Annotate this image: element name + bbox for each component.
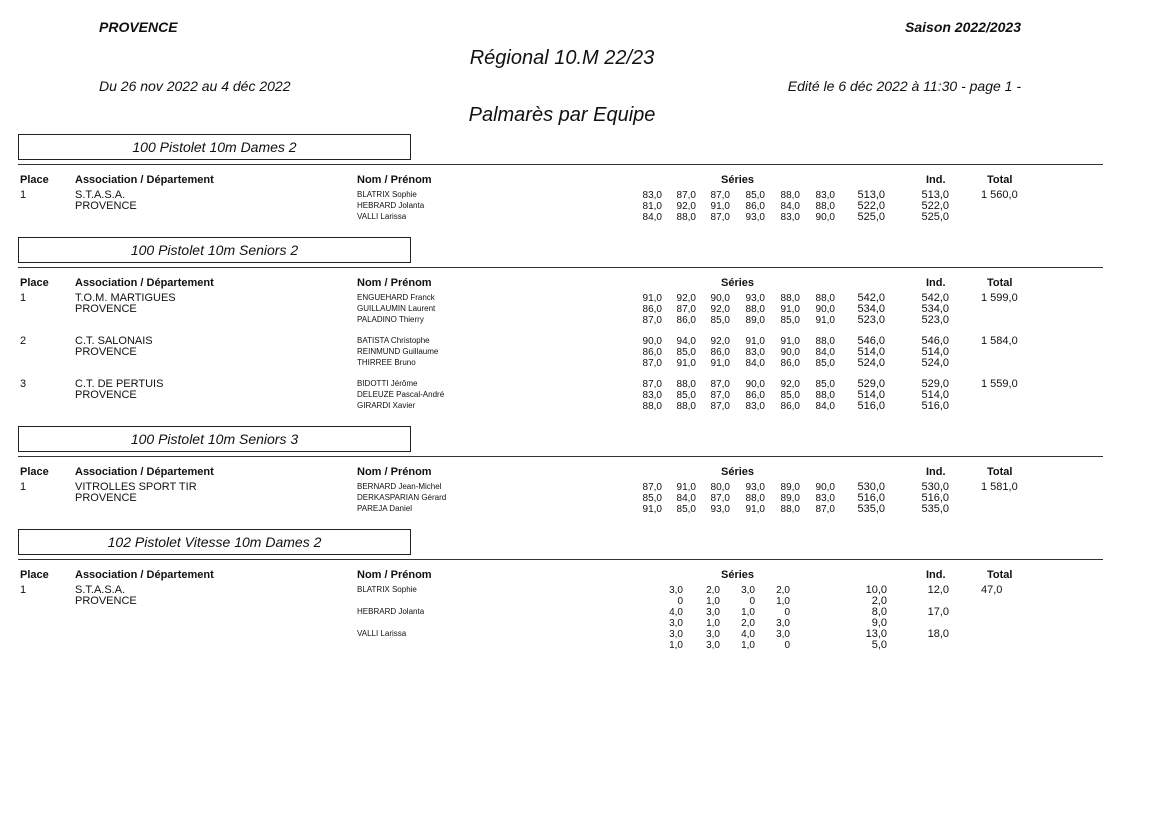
team-club: C.T. SALONAIS bbox=[75, 335, 153, 347]
series-score: 86,0 bbox=[642, 347, 662, 358]
series-score: 80,0 bbox=[710, 482, 730, 493]
col-header-total: Total bbox=[987, 466, 1013, 478]
series-score: 85,0 bbox=[815, 358, 835, 369]
shooter-individual: 534,0 bbox=[921, 303, 949, 315]
shooter-individual: 516,0 bbox=[921, 492, 949, 504]
shooter-individual: 546,0 bbox=[921, 335, 949, 347]
shooter-sum: 514,0 bbox=[857, 346, 885, 358]
shooter-sum: 535,0 bbox=[857, 503, 885, 515]
series-score: 91,0 bbox=[745, 504, 765, 515]
team-department: PROVENCE bbox=[75, 200, 137, 212]
shooter-name: PALADINO Thierry bbox=[357, 315, 424, 324]
team-place: 3 bbox=[20, 378, 27, 390]
series-score: 84,0 bbox=[745, 358, 765, 369]
team-club: VITROLLES SPORT TIR bbox=[75, 481, 197, 493]
col-header-individual: Ind. bbox=[926, 569, 946, 581]
series-score: 94,0 bbox=[676, 336, 696, 347]
series-score: 85,0 bbox=[642, 493, 662, 504]
section-divider bbox=[18, 267, 1103, 268]
series-score: 91,0 bbox=[745, 336, 765, 347]
series-score: 3,0 bbox=[776, 618, 790, 629]
team-total: 1 560,0 bbox=[981, 189, 1018, 201]
shooter-sum: 524,0 bbox=[857, 357, 885, 369]
section-divider bbox=[18, 559, 1103, 560]
series-score: 88,0 bbox=[745, 304, 765, 315]
shooter-name: PAREJA Daniel bbox=[357, 504, 412, 513]
shooter-sum: 546,0 bbox=[857, 335, 885, 347]
shooter-sum: 5,0 bbox=[871, 639, 887, 651]
series-score: 88,0 bbox=[676, 212, 696, 223]
series-score: 90,0 bbox=[815, 212, 835, 223]
series-score: 87,0 bbox=[642, 315, 662, 326]
series-score: 90,0 bbox=[815, 482, 835, 493]
series-score: 0 bbox=[784, 640, 790, 651]
shooter-individual: 525,0 bbox=[921, 211, 949, 223]
shooter-sum: 513,0 bbox=[857, 189, 885, 201]
col-header-association: Association / Département bbox=[75, 466, 214, 478]
series-score: 87,0 bbox=[710, 379, 730, 390]
shooter-individual: 513,0 bbox=[921, 189, 949, 201]
series-score: 1,0 bbox=[741, 640, 755, 651]
series-score: 87,0 bbox=[642, 379, 662, 390]
series-score: 92,0 bbox=[676, 293, 696, 304]
shooter-sum: 516,0 bbox=[857, 492, 885, 504]
shooter-name: VALLI Larissa bbox=[357, 212, 407, 221]
series-score: 3,0 bbox=[706, 640, 720, 651]
series-score: 83,0 bbox=[642, 390, 662, 401]
series-score: 87,0 bbox=[642, 482, 662, 493]
col-header-total: Total bbox=[987, 174, 1013, 186]
series-score: 4,0 bbox=[669, 607, 683, 618]
team-club: S.T.A.S.A. bbox=[75, 189, 126, 201]
event-section bbox=[0, 237, 1169, 412]
shooter-name: BIDOTTI Jérôme bbox=[357, 379, 418, 388]
series-score: 83,0 bbox=[642, 190, 662, 201]
shooter-sum: 13,0 bbox=[865, 628, 887, 640]
series-score: 88,0 bbox=[780, 190, 800, 201]
col-header-series: Séries bbox=[721, 277, 755, 289]
team-total: 1 559,0 bbox=[981, 378, 1018, 390]
shooter-name: BLATRIX Sophie bbox=[357, 190, 417, 199]
series-score: 92,0 bbox=[710, 336, 730, 347]
series-score: 1,0 bbox=[741, 607, 755, 618]
col-header-series: Séries bbox=[721, 174, 755, 186]
team-place: 1 bbox=[20, 189, 27, 201]
shooter-name: THIRREE Bruno bbox=[357, 358, 416, 367]
series-score: 3,0 bbox=[706, 629, 720, 640]
series-score: 87,0 bbox=[676, 190, 696, 201]
series-score: 90,0 bbox=[745, 379, 765, 390]
series-score: 87,0 bbox=[815, 504, 835, 515]
series-score: 87,0 bbox=[710, 212, 730, 223]
event-title-box bbox=[18, 529, 411, 555]
series-score: 83,0 bbox=[815, 190, 835, 201]
shooter-name: HEBRARD Jolanta bbox=[357, 201, 425, 210]
col-header-place: Place bbox=[20, 466, 49, 478]
team-total: 1 581,0 bbox=[981, 481, 1018, 493]
col-header-individual: Ind. bbox=[926, 174, 946, 186]
shooter-individual: 523,0 bbox=[921, 314, 949, 326]
series-score: 3,0 bbox=[669, 618, 683, 629]
series-score: 0 bbox=[749, 596, 755, 607]
shooter-individual: 524,0 bbox=[921, 357, 949, 369]
shooter-individual: 18,0 bbox=[927, 628, 949, 640]
series-score: 3,0 bbox=[669, 629, 683, 640]
series-score: 85,0 bbox=[780, 315, 800, 326]
series-score: 88,0 bbox=[815, 201, 835, 212]
team-total: 47,0 bbox=[981, 584, 1003, 596]
series-score: 0 bbox=[677, 596, 683, 607]
series-score: 88,0 bbox=[780, 293, 800, 304]
col-header-name: Nom / Prénom bbox=[357, 174, 432, 186]
shooter-name: BLATRIX Sophie bbox=[357, 585, 417, 594]
series-score: 87,0 bbox=[710, 390, 730, 401]
shooter-individual: 17,0 bbox=[927, 606, 949, 618]
series-score: 85,0 bbox=[710, 315, 730, 326]
series-score: 3,0 bbox=[776, 629, 790, 640]
series-score: 88,0 bbox=[815, 390, 835, 401]
series-score: 0 bbox=[784, 607, 790, 618]
competition-title: Régional 10.M 22/23 bbox=[469, 47, 655, 69]
team-place: 1 bbox=[20, 584, 27, 596]
series-score: 83,0 bbox=[815, 493, 835, 504]
col-header-association: Association / Département bbox=[75, 569, 214, 581]
series-score: 92,0 bbox=[780, 379, 800, 390]
col-header-name: Nom / Prénom bbox=[357, 466, 432, 478]
shooter-sum: 10,0 bbox=[865, 584, 887, 596]
series-score: 90,0 bbox=[642, 336, 662, 347]
series-score: 93,0 bbox=[745, 482, 765, 493]
shooter-individual: 530,0 bbox=[921, 481, 949, 493]
shooter-individual: 514,0 bbox=[921, 389, 949, 401]
series-score: 91,0 bbox=[815, 315, 835, 326]
team-place: 2 bbox=[20, 335, 27, 347]
series-score: 93,0 bbox=[745, 293, 765, 304]
team-total: 1 584,0 bbox=[981, 335, 1018, 347]
col-header-association: Association / Département bbox=[75, 174, 214, 186]
shooter-sum: 8,0 bbox=[871, 606, 887, 618]
edited-info: Edité le 6 déc 2022 à 11:30 - page 1 - bbox=[787, 78, 1021, 94]
page-subtitle: Palmarès par Equipe bbox=[468, 104, 656, 126]
shooter-sum: 542,0 bbox=[857, 292, 885, 304]
series-score: 88,0 bbox=[642, 401, 662, 412]
team-club: C.T. DE PERTUIS bbox=[75, 378, 164, 390]
col-header-place: Place bbox=[20, 569, 49, 581]
team-place: 1 bbox=[20, 292, 27, 304]
shooter-individual: 535,0 bbox=[921, 503, 949, 515]
shooter-name: GUILLAUMIN Laurent bbox=[357, 304, 436, 313]
event-title-box bbox=[18, 237, 411, 263]
series-score: 84,0 bbox=[815, 347, 835, 358]
series-score: 87,0 bbox=[642, 358, 662, 369]
series-score: 84,0 bbox=[780, 201, 800, 212]
series-score: 89,0 bbox=[780, 493, 800, 504]
series-score: 89,0 bbox=[780, 482, 800, 493]
series-score: 2,0 bbox=[741, 618, 755, 629]
series-score: 91,0 bbox=[676, 482, 696, 493]
series-score: 86,0 bbox=[780, 401, 800, 412]
series-score: 88,0 bbox=[676, 401, 696, 412]
series-score: 86,0 bbox=[642, 304, 662, 315]
series-score: 1,0 bbox=[669, 640, 683, 651]
series-score: 87,0 bbox=[676, 304, 696, 315]
event-title: 102 Pistolet Vitesse 10m Dames 2 bbox=[107, 534, 322, 550]
series-score: 88,0 bbox=[815, 293, 835, 304]
series-score: 88,0 bbox=[815, 336, 835, 347]
series-score: 93,0 bbox=[745, 212, 765, 223]
series-score: 90,0 bbox=[780, 347, 800, 358]
col-header-individual: Ind. bbox=[926, 466, 946, 478]
event-title-box bbox=[18, 134, 411, 160]
series-score: 81,0 bbox=[642, 201, 662, 212]
series-score: 89,0 bbox=[745, 315, 765, 326]
shooter-individual: 12,0 bbox=[927, 584, 949, 596]
col-header-individual: Ind. bbox=[926, 277, 946, 289]
col-header-place: Place bbox=[20, 174, 49, 186]
series-score: 90,0 bbox=[710, 293, 730, 304]
series-score: 85,0 bbox=[780, 390, 800, 401]
series-score: 91,0 bbox=[780, 304, 800, 315]
shooter-sum: 522,0 bbox=[857, 200, 885, 212]
series-score: 88,0 bbox=[780, 504, 800, 515]
event-section bbox=[0, 529, 1169, 669]
event-title-box bbox=[18, 426, 411, 452]
series-score: 85,0 bbox=[745, 190, 765, 201]
team-department: PROVENCE bbox=[75, 492, 137, 504]
shooter-individual: 529,0 bbox=[921, 378, 949, 390]
shooter-name: REINMUND Guillaume bbox=[357, 347, 439, 356]
shooter-sum: 514,0 bbox=[857, 389, 885, 401]
series-score: 1,0 bbox=[706, 596, 720, 607]
series-score: 3,0 bbox=[669, 585, 683, 596]
col-header-place: Place bbox=[20, 277, 49, 289]
series-score: 85,0 bbox=[676, 347, 696, 358]
series-score: 87,0 bbox=[710, 190, 730, 201]
team-club: S.T.A.S.A. bbox=[75, 584, 126, 596]
section-divider bbox=[18, 164, 1103, 165]
series-score: 86,0 bbox=[710, 347, 730, 358]
section-divider bbox=[18, 456, 1103, 457]
series-score: 86,0 bbox=[745, 201, 765, 212]
region-label: PROVENCE bbox=[99, 19, 178, 35]
event-title: 100 Pistolet 10m Seniors 2 bbox=[130, 242, 299, 258]
team-department: PROVENCE bbox=[75, 389, 137, 401]
shooter-name: VALLI Larissa bbox=[357, 629, 407, 638]
col-header-total: Total bbox=[987, 569, 1013, 581]
shooter-sum: 529,0 bbox=[857, 378, 885, 390]
shooter-individual: 516,0 bbox=[921, 400, 949, 412]
series-score: 91,0 bbox=[676, 358, 696, 369]
series-score: 91,0 bbox=[710, 201, 730, 212]
series-score: 86,0 bbox=[745, 390, 765, 401]
series-score: 91,0 bbox=[710, 358, 730, 369]
series-score: 88,0 bbox=[676, 379, 696, 390]
shooter-individual: 542,0 bbox=[921, 292, 949, 304]
series-score: 83,0 bbox=[780, 212, 800, 223]
series-score: 87,0 bbox=[710, 493, 730, 504]
series-score: 86,0 bbox=[780, 358, 800, 369]
shooter-name: DERKASPARIAN Gérard bbox=[357, 493, 447, 502]
series-score: 83,0 bbox=[745, 347, 765, 358]
series-score: 84,0 bbox=[676, 493, 696, 504]
series-score: 84,0 bbox=[642, 212, 662, 223]
event-title: 100 Pistolet 10m Seniors 3 bbox=[130, 431, 299, 447]
shooter-name: DELEUZE Pascal-André bbox=[357, 390, 445, 399]
series-score: 83,0 bbox=[745, 401, 765, 412]
col-header-total: Total bbox=[987, 277, 1013, 289]
series-score: 85,0 bbox=[815, 379, 835, 390]
series-score: 87,0 bbox=[710, 401, 730, 412]
series-score: 1,0 bbox=[776, 596, 790, 607]
shooter-sum: 516,0 bbox=[857, 400, 885, 412]
series-score: 85,0 bbox=[676, 390, 696, 401]
season-label: Saison 2022/2023 bbox=[905, 19, 1021, 35]
shooter-individual: 514,0 bbox=[921, 346, 949, 358]
col-header-name: Nom / Prénom bbox=[357, 277, 432, 289]
shooter-sum: 530,0 bbox=[857, 481, 885, 493]
shooter-sum: 525,0 bbox=[857, 211, 885, 223]
shooter-individual: 522,0 bbox=[921, 200, 949, 212]
series-score: 84,0 bbox=[815, 401, 835, 412]
shooter-name: HEBRARD Jolanta bbox=[357, 607, 425, 616]
team-total: 1 599,0 bbox=[981, 292, 1018, 304]
shooter-sum: 534,0 bbox=[857, 303, 885, 315]
series-score: 88,0 bbox=[745, 493, 765, 504]
col-header-association: Association / Département bbox=[75, 277, 214, 289]
team-department: PROVENCE bbox=[75, 346, 137, 358]
col-header-series: Séries bbox=[721, 569, 755, 581]
series-score: 4,0 bbox=[741, 629, 755, 640]
series-score: 3,0 bbox=[706, 607, 720, 618]
series-score: 90,0 bbox=[815, 304, 835, 315]
series-score: 93,0 bbox=[710, 504, 730, 515]
team-club: T.O.M. MARTIGUES bbox=[75, 292, 176, 304]
series-score: 3,0 bbox=[741, 585, 755, 596]
team-department: PROVENCE bbox=[75, 595, 137, 607]
series-score: 91,0 bbox=[642, 504, 662, 515]
date-range: Du 26 nov 2022 au 4 déc 2022 bbox=[99, 78, 291, 94]
shooter-sum: 2,0 bbox=[871, 595, 887, 607]
series-score: 92,0 bbox=[710, 304, 730, 315]
series-score: 91,0 bbox=[642, 293, 662, 304]
shooter-sum: 523,0 bbox=[857, 314, 885, 326]
series-score: 2,0 bbox=[776, 585, 790, 596]
event-title: 100 Pistolet 10m Dames 2 bbox=[132, 139, 297, 155]
shooter-name: GIRARDI Xavier bbox=[357, 401, 416, 410]
series-score: 92,0 bbox=[676, 201, 696, 212]
series-score: 91,0 bbox=[780, 336, 800, 347]
team-place: 1 bbox=[20, 481, 27, 493]
series-score: 86,0 bbox=[676, 315, 696, 326]
series-score: 2,0 bbox=[706, 585, 720, 596]
team-department: PROVENCE bbox=[75, 303, 137, 315]
series-score: 1,0 bbox=[706, 618, 720, 629]
col-header-name: Nom / Prénom bbox=[357, 569, 432, 581]
shooter-sum: 9,0 bbox=[871, 617, 887, 629]
shooter-name: BATISTA Christophe bbox=[357, 336, 430, 345]
series-score: 85,0 bbox=[676, 504, 696, 515]
shooter-name: ENGUEHARD Franck bbox=[357, 293, 435, 302]
shooter-name: BERNARD Jean-Michel bbox=[357, 482, 442, 491]
col-header-series: Séries bbox=[721, 466, 755, 478]
